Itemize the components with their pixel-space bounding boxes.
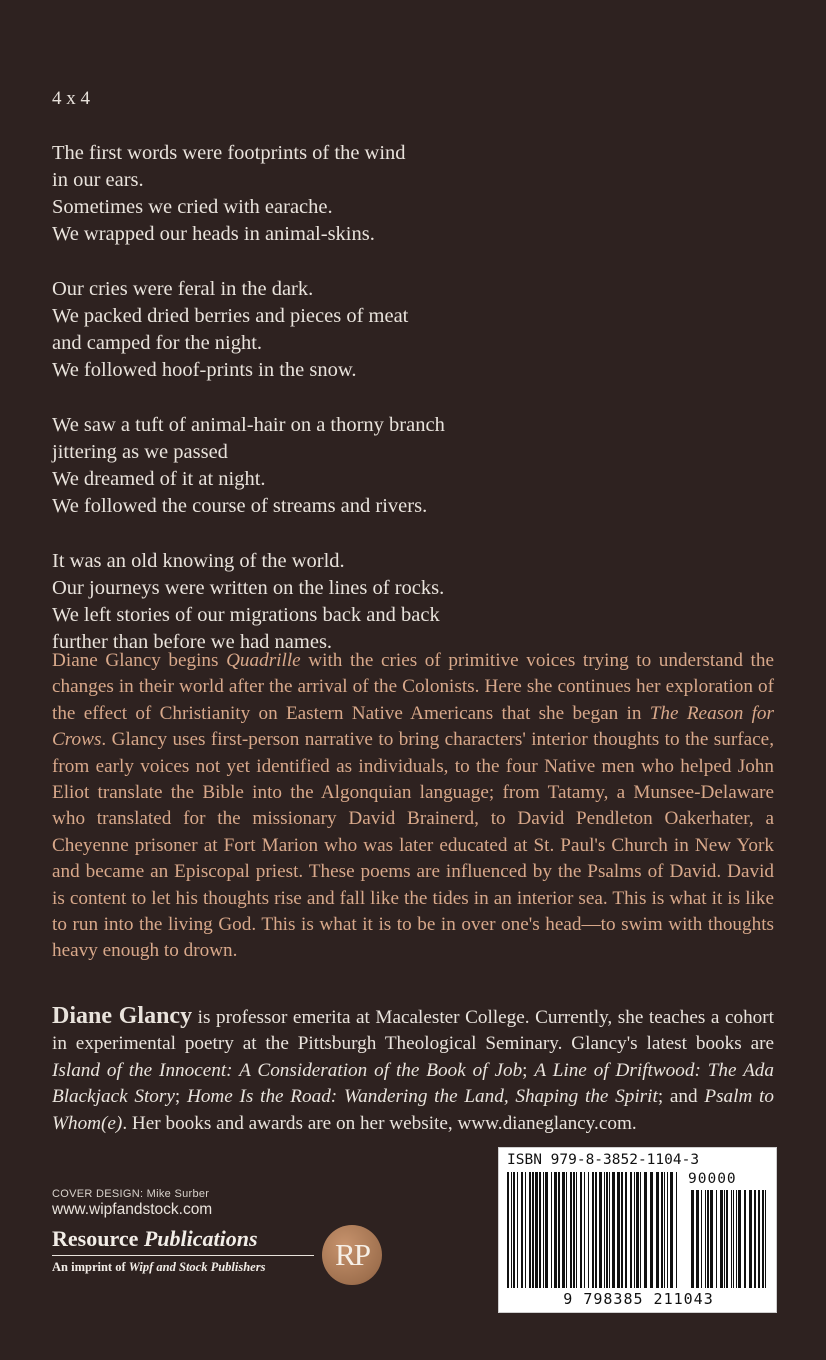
- book-description: [52, 648, 774, 965]
- barcode-bar: [554, 1172, 557, 1288]
- barcode-bar: [765, 1190, 766, 1288]
- barcode-bar: [691, 1190, 694, 1288]
- poem-stanza: [52, 548, 772, 656]
- barcode-bar: [762, 1190, 764, 1288]
- barcode-bar: [754, 1190, 756, 1288]
- barcode-bar: [604, 1172, 605, 1288]
- poem-line: It was an old knowing of the world.: [52, 550, 345, 572]
- poem-line: The first words were footprints of the wind: [52, 142, 406, 164]
- imprint-text: Wipf and Stock Publishers: [128, 1260, 266, 1274]
- barcode-bar: [701, 1190, 702, 1288]
- poem-line: We wrapped our heads in animal-skins.: [52, 223, 375, 245]
- publisher-website: www.wipfandstock.com: [52, 1201, 213, 1218]
- barcode-bar: [621, 1172, 623, 1288]
- publisher-name-part: Resource: [52, 1226, 144, 1251]
- poem-stanza: [52, 276, 772, 384]
- barcode-bar: [670, 1172, 673, 1288]
- barcode-bar: [566, 1172, 567, 1288]
- barcode-bar: [707, 1190, 709, 1288]
- barcode-bar: [551, 1172, 552, 1288]
- barcode-bar: [543, 1172, 544, 1288]
- blurb-text: with the cries of primitive voices trying to understand the changes in their world after the arrival of the Colonists. Here she continues her exploration of the effect of Christianity on Eastern Native Americans that she began in: [52, 650, 774, 724]
- bio-text: ;: [174, 1086, 187, 1108]
- poem-line: We left stories of our migrations back and back: [52, 604, 440, 626]
- barcode-bar: [636, 1172, 639, 1288]
- barcode-bar: [716, 1190, 717, 1288]
- barcode-bar: [710, 1190, 713, 1288]
- bio-text: ;: [522, 1059, 535, 1081]
- barcode-bar: [580, 1172, 582, 1288]
- bio-book-title: Home Is the Road: Wandering the Land, Shaping the Spirit: [186, 1086, 658, 1108]
- barcode-bar: [650, 1172, 653, 1288]
- barcode-bar: [545, 1172, 548, 1288]
- blurb-book-title: Quadrille: [226, 650, 301, 671]
- barcode-bar: [606, 1172, 608, 1288]
- barcode-bar: [724, 1190, 725, 1288]
- author-name: Diane Glancy: [52, 1003, 193, 1029]
- poem-line: We saw a tuft of animal-hair on a thorny branch: [52, 414, 445, 436]
- barcode-bar: [625, 1172, 627, 1288]
- cover-design-credit: COVER DESIGN: Mike Surber: [52, 1188, 210, 1200]
- author-bio: [52, 1003, 774, 1137]
- barcode-bar: [592, 1172, 594, 1288]
- barcode-bar: [656, 1172, 659, 1288]
- barcode-bar: [661, 1172, 663, 1288]
- poem-line: in our ears.: [52, 169, 144, 191]
- blurb-text: Diane Glancy begins: [52, 650, 227, 671]
- barcode-bar: [535, 1172, 538, 1288]
- isbn-barcode: [498, 1147, 777, 1313]
- poem-line: We dreamed of it at night.: [52, 468, 266, 490]
- barcode-bar: [634, 1172, 635, 1288]
- price-addon: 90000: [688, 1171, 737, 1187]
- barcode-bar: [612, 1172, 615, 1288]
- barcode-digits: 9 798385 211043: [563, 1290, 714, 1308]
- barcode-bar: [521, 1172, 523, 1288]
- barcode-bar: [599, 1172, 602, 1288]
- barcode-bar: [758, 1190, 760, 1288]
- barcode-bar: [511, 1172, 512, 1288]
- barcode-bar: [744, 1190, 746, 1288]
- barcode-bar: [558, 1172, 560, 1288]
- poem-line: and camped for the night.: [52, 332, 263, 354]
- bio-text: ; and: [657, 1086, 705, 1108]
- poem-stanza: [52, 140, 772, 248]
- barcode-bar: [644, 1172, 647, 1288]
- poem-line: jittering as we passed: [52, 441, 228, 463]
- barcode-bar: [696, 1190, 699, 1288]
- barcode-bar: [507, 1172, 509, 1288]
- barcode-bar: [705, 1190, 706, 1288]
- barcode-bar: [720, 1190, 723, 1288]
- barcode-bar: [630, 1172, 632, 1288]
- poem-line: We packed dried berries and pieces of meat: [52, 305, 409, 327]
- barcode-bar: [676, 1172, 677, 1288]
- poem: [52, 140, 772, 684]
- bio-book-title: Island of the Innocent: A Consideration of the Book of Job: [52, 1059, 523, 1081]
- poem-line: Our journeys were written on the lines of rocks.: [52, 577, 445, 599]
- imprint-text: An imprint of: [52, 1260, 129, 1274]
- barcode-bar: [576, 1172, 577, 1288]
- barcode-bar: [573, 1172, 575, 1288]
- barcode-bar: [731, 1190, 732, 1288]
- barcode-bar: [749, 1190, 752, 1288]
- barcode-bar: [525, 1172, 526, 1288]
- isbn-label: ISBN 979-8-3852-1104-3: [507, 1152, 700, 1168]
- barcode-bar: [726, 1190, 728, 1288]
- publisher-name: [52, 1226, 258, 1252]
- bio-book-title: Psalm to Whom(e): [52, 1086, 774, 1134]
- bio-text: is professor emerita at Macalester College. Currently, she teaches a cohort in experimental poetry at the Pittsburgh Theological Seminary. Glancy's latest books are: [52, 1007, 774, 1055]
- barcode-bar: [667, 1172, 668, 1288]
- poem-title: 4 x 4: [52, 88, 90, 109]
- barcode-bar: [738, 1190, 741, 1288]
- publisher-imprint: [52, 1260, 265, 1275]
- barcode-bar: [609, 1172, 610, 1288]
- barcode-bar: [595, 1172, 597, 1288]
- poem-line: We followed the course of streams and rivers.: [52, 495, 428, 517]
- poem-line: further than before we had names.: [52, 631, 333, 653]
- barcode-bar: [588, 1172, 589, 1288]
- barcode-bar: [513, 1172, 515, 1288]
- barcode-bar: [517, 1172, 518, 1288]
- barcode-bar: [532, 1172, 534, 1288]
- barcode-bars-icon: [507, 1172, 769, 1290]
- bio-text: . Her books and awards are on her website, www.dianeglancy.com.: [122, 1112, 637, 1134]
- publisher-divider: [52, 1255, 314, 1256]
- poem-line: We followed hoof-prints in the snow.: [52, 359, 357, 381]
- barcode-bar: [570, 1172, 572, 1288]
- barcode-bar: [529, 1172, 531, 1288]
- barcode-bar: [736, 1190, 737, 1288]
- barcode-bar: [640, 1172, 641, 1288]
- publisher-name-part: Publications: [143, 1226, 258, 1251]
- barcode-bar: [562, 1172, 565, 1288]
- poem-line: Sometimes we cried with earache.: [52, 196, 333, 218]
- blurb-book-title: The Reason for Crows: [52, 702, 774, 751]
- poem-line: Our cries were feral in the dark.: [52, 278, 314, 300]
- blurb-text: . Glancy uses first-person narrative to bring characters' interior thoughts to the surface, from early voices not yet identified as individuals, to the four Native men who helped John Eliot translate the Bible into the Algonquian language; from Tatamy, a Munsee-Delaware who translated for the missionary David Brainerd, to David Pendleton Oakerhater, a Cheyenne prisoner at Fort Marion who was later educated at St. Paul's Church in New York and became an Episcopal priest. These poems are influenced by the Psalms of David. David is content to let his thoughts rise and fall like the tides in an interior sea. This is what it is like to run into the living God. This is what it is to be in over one's head—to swim with thoughts heavy enough to drown.: [52, 729, 774, 962]
- barcode-bar: [664, 1172, 665, 1288]
- barcode-bar: [617, 1172, 620, 1288]
- barcode-bar: [733, 1190, 734, 1288]
- bio-book-title: A Line of Driftwood: The Ada Blackjack Story: [52, 1059, 774, 1108]
- barcode-bar: [539, 1172, 541, 1288]
- poem-stanza: [52, 412, 772, 520]
- publisher-logo-icon: RP: [322, 1225, 382, 1285]
- barcode-bar: [584, 1172, 585, 1288]
